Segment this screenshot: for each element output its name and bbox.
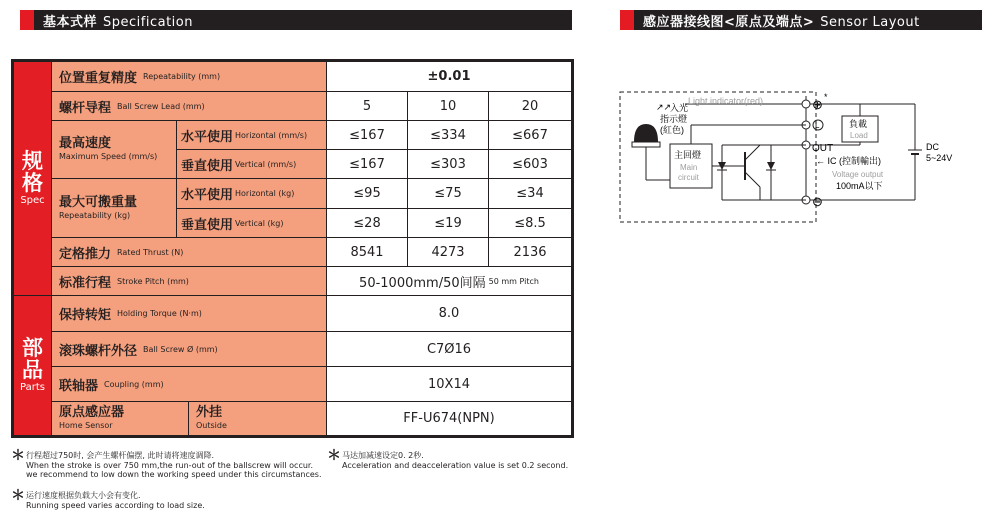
rated-thrust-value: 4273 — [408, 238, 488, 266]
max-load-vertical-label: 垂直使用 Vertical (kg) — [177, 209, 326, 237]
terminal-out-label: OUT — [812, 143, 834, 154]
current-text: 100mA以下 — [836, 181, 883, 191]
holding-torque-value: 8.0 — [327, 296, 571, 331]
row-rated-thrust-label: 定格推力 Rated Thrust (N) — [52, 238, 326, 266]
main-en1: Main — [680, 163, 698, 172]
terminal-plus — [802, 100, 810, 108]
home-sensor-value: FF-U674(NPN) — [327, 402, 571, 435]
layout-header — [620, 10, 982, 30]
load-zh: 負載 — [849, 119, 868, 129]
note-1-zh: 行程超过750时, 会产生螺杆偏摆, 此时请将速度调降. — [26, 451, 214, 460]
note-star: ＊ — [11, 488, 25, 504]
section-parts-en: Parts — [20, 382, 45, 394]
max-speed-h-value: ≤167 — [327, 121, 407, 149]
load-en: Load — [850, 131, 868, 140]
row-coupling-label: 联轴器 Coupling (mm) — [52, 367, 326, 401]
coupling-value: 10X14 — [327, 367, 571, 401]
main-en2: circuit — [678, 173, 699, 182]
max-speed-vertical-label: 垂直使用 Vertical (mm/s) — [177, 150, 326, 178]
rated-thrust-value: 8541 — [327, 238, 407, 266]
input-zh: 入光 — [670, 103, 689, 113]
layout-header-en: Sensor Layout — [820, 14, 920, 30]
main-zh: 主回燈 — [674, 150, 702, 160]
note-1-en1: When the stroke is over 750 mm,the run-out of the ballscrew will occur. — [26, 460, 314, 470]
header-accent — [20, 10, 34, 30]
max-speed-horizontal-label: 水平使用 Horizontal (mm/s) — [177, 121, 326, 149]
section-parts — [14, 296, 51, 435]
ic-output-text: ← IC (控制輸出) — [816, 156, 882, 166]
sensor-wiring-diagram — [610, 82, 980, 232]
max-speed-v-value: ≤303 — [408, 150, 488, 178]
max-load-v-value: ≤19 — [408, 209, 488, 237]
row-holding-torque-label: 保持转矩 Holding Torque (N·m) — [52, 296, 326, 331]
max-speed-h-value: ≤667 — [489, 121, 571, 149]
note-star: ＊ — [11, 448, 25, 464]
spec-header-en: Specification — [103, 14, 193, 30]
spec-table — [11, 59, 574, 438]
note-2-en: Acceleration and deacceleration value is set 0.2 second. — [342, 460, 569, 470]
max-load-v-value: ≤8.5 — [489, 209, 571, 237]
indicator-zh: 指示燈 — [660, 114, 688, 124]
screw-od-value: C7Ø16 — [327, 332, 571, 366]
terminal-star: * — [824, 92, 828, 102]
section-spec-zh1: 规 — [22, 149, 43, 174]
sensor-body-outline — [620, 92, 816, 222]
terminal-minus-symbol: ⊖ — [812, 194, 823, 209]
terminal-l-label: L — [815, 121, 820, 130]
note-1-en2: we recommend to low down the working speed under this circumstances. — [26, 470, 322, 480]
max-load-h-value: ≤34 — [489, 179, 571, 208]
max-speed-v-value: ≤603 — [489, 150, 571, 178]
max-load-horizontal-label: 水平使用 Horizontal (kg) — [177, 179, 326, 208]
input-arrows: ↗↗ — [656, 102, 672, 112]
screw-lead-value: 10 — [408, 92, 488, 120]
note-2-zh: 马达加减速设定0. 2秒. — [342, 451, 424, 460]
screw-lead-value: 20 — [489, 92, 571, 120]
dc-label: DC — [926, 142, 939, 152]
red-zh: (紅色) — [660, 125, 684, 135]
section-spec-zh2: 格 — [22, 171, 43, 196]
max-speed-v-value: ≤167 — [327, 150, 407, 178]
layout-header-zh: 感应器接线图<原点及端点> — [643, 14, 815, 30]
max-load-h-value: ≤95 — [327, 179, 407, 208]
section-spec-en: Spec — [20, 195, 45, 207]
light-indicator-text: Light indicator(red) — [688, 96, 764, 106]
repeatability-value: ±0.01 — [327, 62, 571, 91]
note-3 — [26, 491, 205, 510]
row-home-sensor-label: 原点感应器 Home Sensor — [52, 402, 188, 435]
note-2 — [342, 451, 568, 470]
section-parts-zh1: 部 — [22, 336, 43, 361]
row-max-load-label: 最大可搬重量 Repeatability (kg) — [52, 179, 176, 237]
row-screw-lead-label: 螺杆导程 Ball Screw Lead (mm) — [52, 92, 326, 120]
section-spec — [14, 62, 51, 295]
voltage-output-text: Voltage output — [832, 170, 884, 179]
lamp-icon — [634, 124, 658, 142]
spec-header — [20, 10, 572, 30]
max-speed-h-value: ≤334 — [408, 121, 488, 149]
header-accent — [620, 10, 634, 30]
note-3-zh: 运行速度根据负载大小会有变化. — [26, 491, 141, 500]
row-stroke-label: 标准行程 Stroke Pitch (mm) — [52, 267, 326, 295]
terminal-plus-symbol: ⊕ — [812, 97, 823, 112]
dc-range: 5~24V — [926, 153, 953, 163]
screw-lead-value: 5 — [327, 92, 407, 120]
note-1 — [26, 451, 322, 480]
row-screw-od-label: 滚珠螺杆外径 Ball Screw Ø (mm) — [52, 332, 326, 366]
stroke-value: 50-1000mm/50间隔 50 mm Pitch — [327, 267, 571, 295]
spec-header-zh: 基本式样 — [43, 14, 98, 30]
row-repeatability-label: 位置重复精度 Repeatability (mm) — [52, 62, 326, 91]
home-sensor-mount-label: 外挂 Outside — [189, 402, 326, 435]
max-load-v-value: ≤28 — [327, 209, 407, 237]
rated-thrust-value: 2136 — [489, 238, 571, 266]
max-load-h-value: ≤75 — [408, 179, 488, 208]
section-parts-zh2: 品 — [22, 358, 43, 383]
row-max-speed-label: 最高速度 Maximum Speed (mm/s) — [52, 121, 176, 178]
note-3-en: Running speed varies according to load size. — [26, 500, 205, 510]
note-star: ＊ — [327, 448, 341, 464]
